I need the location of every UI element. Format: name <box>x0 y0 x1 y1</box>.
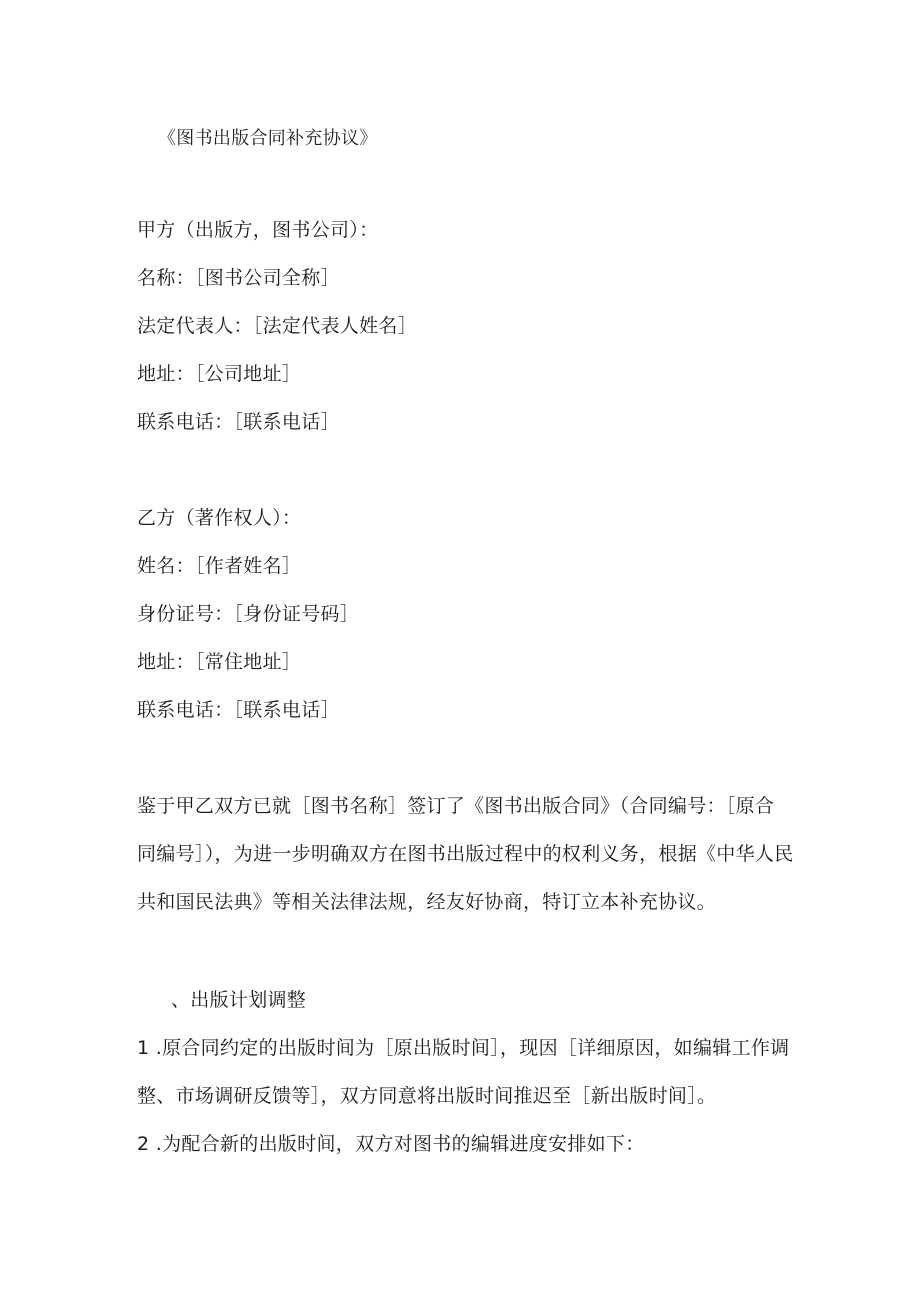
party-a-address: 地址：［公司地址］ <box>137 363 302 385</box>
party-b-name: 姓名：［作者姓名］ <box>137 555 302 577</box>
party-b-id-number: 身份证号：［身份证号码］ <box>137 603 360 625</box>
clause-item-1-continued: 整、市场调研反馈等］，双方同意将出版时间推迟至［新出版时间］。 <box>137 1085 717 1107</box>
preamble-line: 同编号］），为进一步明确双方在图书出版过程中的权利义务，根据《中华人民 <box>137 843 794 865</box>
document-title: 《图书出版合同补充协议》 <box>158 128 378 149</box>
preamble-line: 鉴于甲乙双方已就［图书名称］签订了《图书出版合同》（合同编号：［原合 <box>137 795 775 817</box>
preamble-line: 共和国民法典》等相关法律法规，经友好协商，特订立本补充协议。 <box>137 891 717 913</box>
party-b-phone: 联系电话：［联系电话］ <box>137 699 340 721</box>
party-a-name: 名称：［图书公司全称］ <box>137 267 340 289</box>
party-a-heading: 甲方（出版方，图书公司）： <box>137 219 379 241</box>
section-heading: 、出版计划调整 <box>171 989 307 1011</box>
clause-item-2: 2 .为配合新的出版时间，双方对图书的编辑进度安排如下： <box>137 1133 645 1155</box>
party-a-phone: 联系电话：［联系电话］ <box>137 411 340 433</box>
party-a-representative: 法定代表人：［法定代表人姓名］ <box>137 315 418 337</box>
party-b-heading: 乙方（著作权人）： <box>137 507 302 529</box>
party-b-address: 地址：［常住地址］ <box>137 651 302 673</box>
clause-item-1: 1 .原合同约定的出版时间为［原出版时间］，现因［详细原因，如编辑工作调 <box>137 1037 790 1059</box>
